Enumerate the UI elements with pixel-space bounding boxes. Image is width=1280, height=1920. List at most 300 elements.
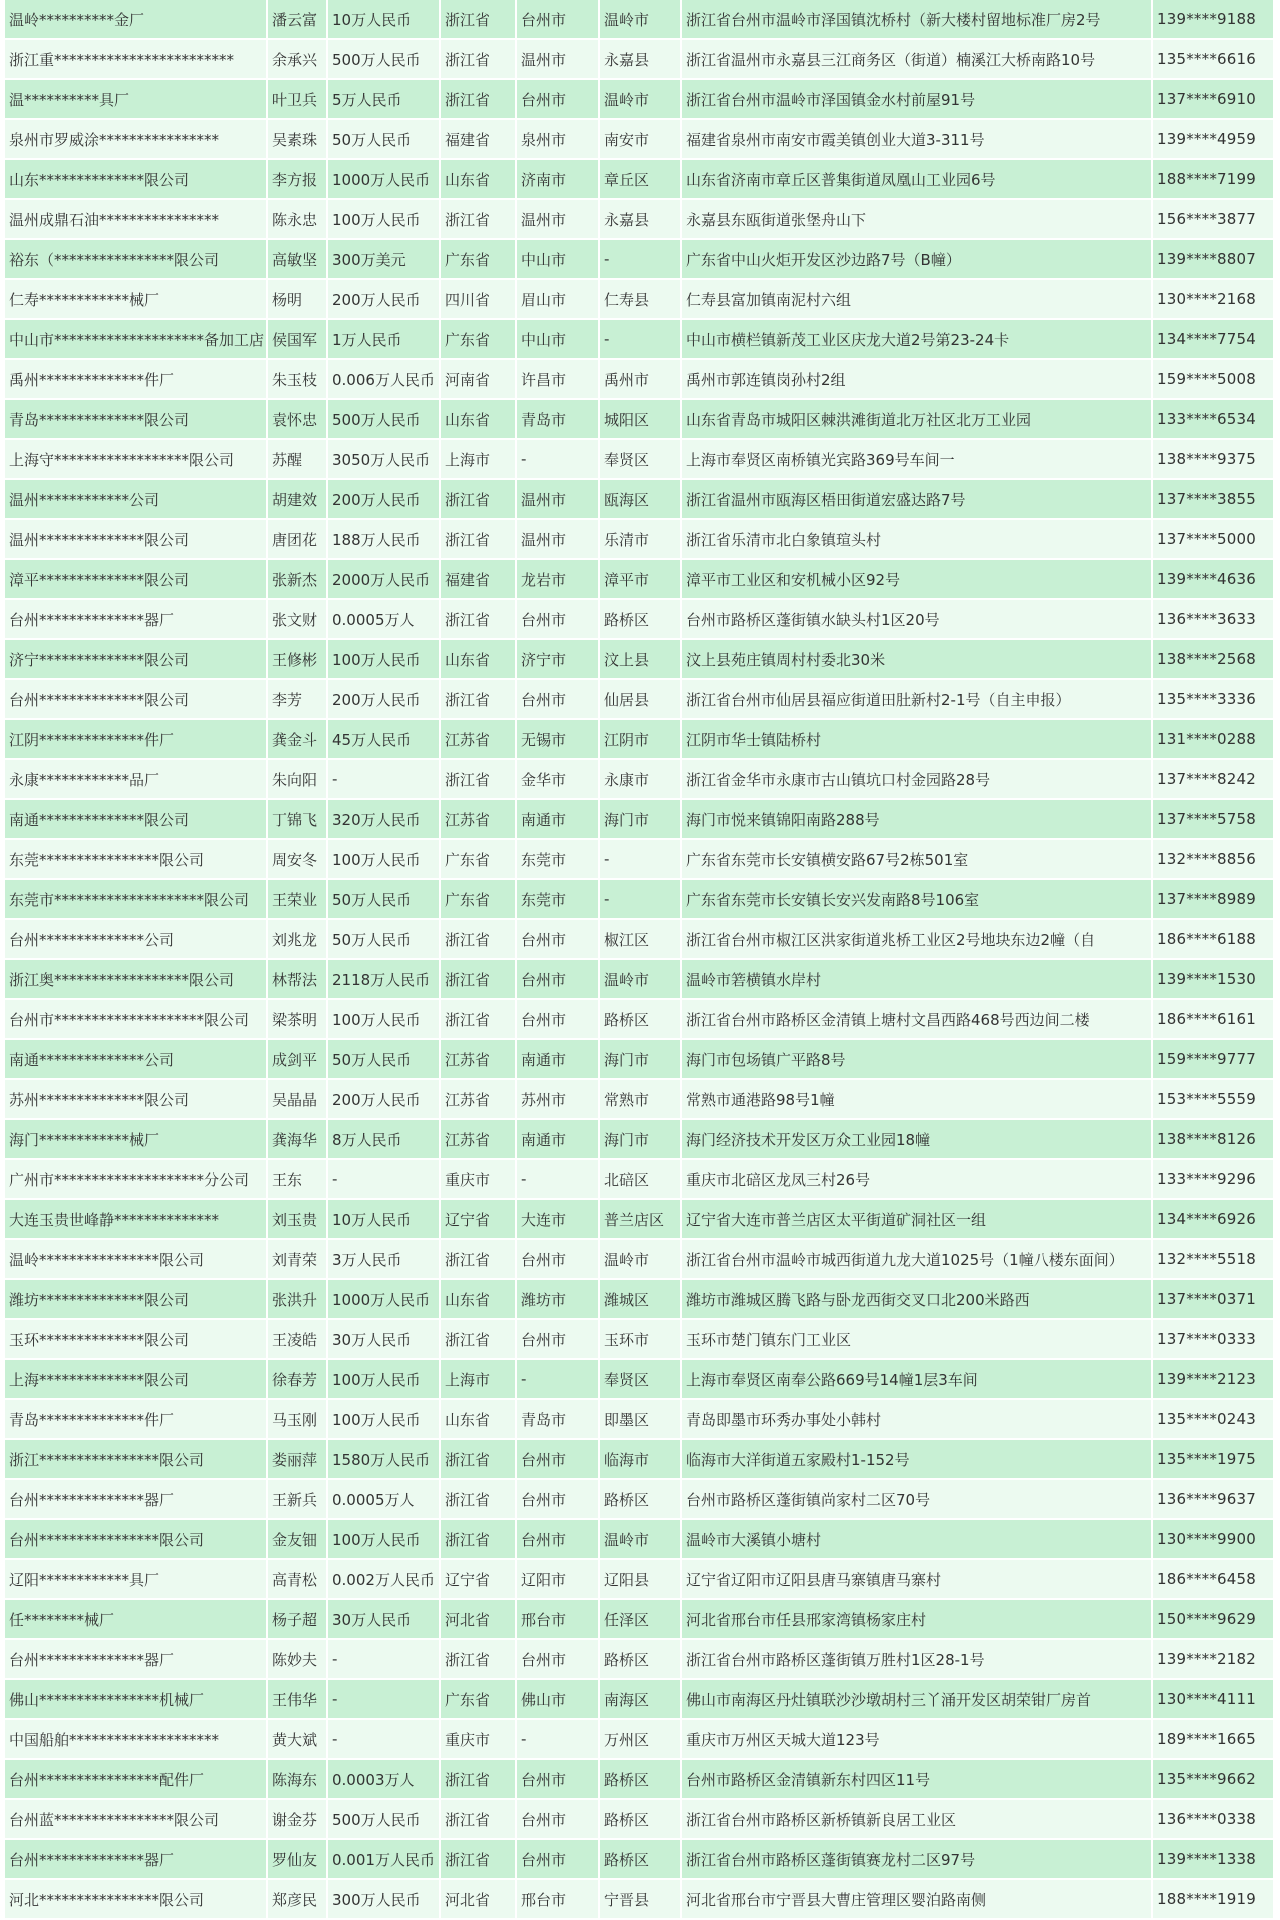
capital-cell: 500万人民币: [328, 40, 441, 80]
province-cell: 山东省: [441, 1280, 517, 1320]
table-row: [5, 1360, 1275, 1400]
company-name-cell: 大连玉贵世峰静**************: [5, 1200, 268, 1240]
district-cell: 禹州市: [600, 360, 682, 400]
district-cell: 椒江区: [600, 920, 682, 960]
legal-rep-cell: 杨明: [268, 280, 328, 320]
phone-cell: 186****6188: [1153, 920, 1275, 960]
legal-rep-cell: 朱玉枝: [268, 360, 328, 400]
province-cell: 浙江省: [441, 200, 517, 240]
district-cell: 温岭市: [600, 80, 682, 120]
table-row: [5, 1800, 1275, 1840]
province-cell: 四川省: [441, 280, 517, 320]
city-cell: 台州市: [517, 680, 600, 720]
address-cell: 潍坊市潍城区腾飞路与卧龙西街交叉口北200米路西: [682, 1280, 1153, 1320]
capital-cell: 2118万人民币: [328, 960, 441, 1000]
city-cell: 济南市: [517, 160, 600, 200]
province-cell: 浙江省: [441, 1520, 517, 1560]
table-row: [5, 1000, 1275, 1040]
capital-cell: -: [328, 1720, 441, 1760]
address-cell: 上海市奉贤区南桥镇光宾路369号车间一: [682, 440, 1153, 480]
table-row: [5, 1480, 1275, 1520]
city-cell: -: [517, 1160, 600, 1200]
province-cell: 福建省: [441, 120, 517, 160]
address-cell: 上海市奉贤区南奉公路669号14幢1层3车间: [682, 1360, 1153, 1400]
company-name-cell: 东莞市********************限公司: [5, 880, 268, 920]
city-cell: 温州市: [517, 40, 600, 80]
province-cell: 江苏省: [441, 1080, 517, 1120]
company-name-cell: 台州**************器厂: [5, 1640, 268, 1680]
legal-rep-cell: 陈永忠: [268, 200, 328, 240]
city-cell: 温州市: [517, 520, 600, 560]
company-name-cell: 温岭**********金厂: [5, 0, 268, 40]
city-cell: -: [517, 1360, 600, 1400]
company-name-cell: 中山市********************备加工店: [5, 320, 268, 360]
province-cell: 浙江省: [441, 680, 517, 720]
address-cell: 河北省邢台市任县邢家湾镇杨家庄村: [682, 1600, 1153, 1640]
district-cell: 路桥区: [600, 600, 682, 640]
address-cell: 江阴市华士镇陆桥村: [682, 720, 1153, 760]
table-row: [5, 1760, 1275, 1800]
district-cell: 汶上县: [600, 640, 682, 680]
district-cell: 乐清市: [600, 520, 682, 560]
phone-cell: 137****8242: [1153, 760, 1275, 800]
city-cell: 龙岩市: [517, 560, 600, 600]
company-name-cell: 浙江重************************: [5, 40, 268, 80]
legal-rep-cell: 高青松: [268, 1560, 328, 1600]
phone-cell: 135****0243: [1153, 1400, 1275, 1440]
phone-cell: 139****9188: [1153, 0, 1275, 40]
legal-rep-cell: 谢金芬: [268, 1800, 328, 1840]
city-cell: 大连市: [517, 1200, 600, 1240]
province-cell: 浙江省: [441, 520, 517, 560]
capital-cell: -: [328, 1680, 441, 1720]
address-cell: 临海市大洋街道五家殿村1-152号: [682, 1440, 1153, 1480]
district-cell: 北碚区: [600, 1160, 682, 1200]
company-name-cell: 台州**************器厂: [5, 1480, 268, 1520]
capital-cell: 1万人民币: [328, 320, 441, 360]
company-name-cell: 苏州**************限公司: [5, 1080, 268, 1120]
address-cell: 仁寿县富加镇南泥村六组: [682, 280, 1153, 320]
company-name-cell: 南通**************公司: [5, 1040, 268, 1080]
legal-rep-cell: 刘玉贵: [268, 1200, 328, 1240]
city-cell: 台州市: [517, 1760, 600, 1800]
company-name-cell: 山东**************限公司: [5, 160, 268, 200]
province-cell: 浙江省: [441, 1000, 517, 1040]
legal-rep-cell: 黄大斌: [268, 1720, 328, 1760]
capital-cell: 200万人民币: [328, 680, 441, 720]
phone-cell: 135****3336: [1153, 680, 1275, 720]
district-cell: 仁寿县: [600, 280, 682, 320]
table-row: [5, 600, 1275, 640]
capital-cell: 300万人民币: [328, 1880, 441, 1920]
table-row: [5, 1280, 1275, 1320]
address-cell: 温岭市大溪镇小塘村: [682, 1520, 1153, 1560]
city-cell: 南通市: [517, 800, 600, 840]
province-cell: 浙江省: [441, 760, 517, 800]
company-name-cell: 台州**************器厂: [5, 600, 268, 640]
legal-rep-cell: 娄丽萍: [268, 1440, 328, 1480]
table-row: [5, 520, 1275, 560]
legal-rep-cell: 龚金斗: [268, 720, 328, 760]
capital-cell: 3050万人民币: [328, 440, 441, 480]
province-cell: 浙江省: [441, 40, 517, 80]
district-cell: -: [600, 880, 682, 920]
legal-rep-cell: 苏醒: [268, 440, 328, 480]
table-row: [5, 1440, 1275, 1480]
district-cell: 辽阳县: [600, 1560, 682, 1600]
phone-cell: 139****8807: [1153, 240, 1275, 280]
province-cell: 浙江省: [441, 480, 517, 520]
legal-rep-cell: 丁锦飞: [268, 800, 328, 840]
city-cell: 苏州市: [517, 1080, 600, 1120]
province-cell: 山东省: [441, 1400, 517, 1440]
province-cell: 山东省: [441, 640, 517, 680]
company-name-cell: 漳平**************限公司: [5, 560, 268, 600]
table-row: [5, 1520, 1275, 1560]
table-row: [5, 880, 1275, 920]
legal-rep-cell: 马玉刚: [268, 1400, 328, 1440]
district-cell: 奉贤区: [600, 1360, 682, 1400]
city-cell: 温州市: [517, 200, 600, 240]
phone-cell: 133****9296: [1153, 1160, 1275, 1200]
legal-rep-cell: 高敏坚: [268, 240, 328, 280]
phone-cell: 139****2182: [1153, 1640, 1275, 1680]
company-name-cell: 温岭****************限公司: [5, 1240, 268, 1280]
city-cell: 东莞市: [517, 880, 600, 920]
legal-rep-cell: 王伟华: [268, 1680, 328, 1720]
province-cell: 浙江省: [441, 1240, 517, 1280]
legal-rep-cell: 郑彦民: [268, 1880, 328, 1920]
company-table: [5, 0, 1275, 1920]
legal-rep-cell: 吴晶晶: [268, 1080, 328, 1120]
table-row: [5, 760, 1275, 800]
capital-cell: 0.006万人民币: [328, 360, 441, 400]
district-cell: 瓯海区: [600, 480, 682, 520]
phone-cell: 137****8989: [1153, 880, 1275, 920]
company-name-cell: 任********械厂: [5, 1600, 268, 1640]
address-cell: 浙江省台州市温岭市城西街道九龙大道1025号（1幢八楼东面间）: [682, 1240, 1153, 1280]
company-name-cell: 潍坊**************限公司: [5, 1280, 268, 1320]
legal-rep-cell: 张洪升: [268, 1280, 328, 1320]
table-row: [5, 480, 1275, 520]
legal-rep-cell: 龚海华: [268, 1120, 328, 1160]
province-cell: 浙江省: [441, 1800, 517, 1840]
legal-rep-cell: 袁怀忠: [268, 400, 328, 440]
company-name-cell: 温州成鼎石油****************: [5, 200, 268, 240]
capital-cell: 2000万人民币: [328, 560, 441, 600]
district-cell: 玉环市: [600, 1320, 682, 1360]
address-cell: 漳平市工业区和安机械小区92号: [682, 560, 1153, 600]
company-name-cell: 台州**************器厂: [5, 1840, 268, 1880]
capital-cell: 100万人民币: [328, 640, 441, 680]
city-cell: 台州市: [517, 1440, 600, 1480]
address-cell: 青岛即墨市环秀办事处小韩村: [682, 1400, 1153, 1440]
address-cell: 浙江省台州市椒江区洪家街道兆桥工业区2号地块东边2幢（自: [682, 920, 1153, 960]
phone-cell: 135****1975: [1153, 1440, 1275, 1480]
address-cell: 常熟市通港路98号1幢: [682, 1080, 1153, 1120]
legal-rep-cell: 周安冬: [268, 840, 328, 880]
table-row: [5, 440, 1275, 480]
district-cell: 南海区: [600, 1680, 682, 1720]
company-name-cell: 温州************公司: [5, 480, 268, 520]
company-name-cell: 海门************械厂: [5, 1120, 268, 1160]
company-name-cell: 上海**************限公司: [5, 1360, 268, 1400]
capital-cell: 50万人民币: [328, 1040, 441, 1080]
district-cell: 南安市: [600, 120, 682, 160]
province-cell: 重庆市: [441, 1720, 517, 1760]
capital-cell: 100万人民币: [328, 1360, 441, 1400]
address-cell: 浙江省台州市仙居县福应街道田肚新村2-1号（自主申报）: [682, 680, 1153, 720]
province-cell: 广东省: [441, 320, 517, 360]
city-cell: 台州市: [517, 0, 600, 40]
capital-cell: 320万人民币: [328, 800, 441, 840]
district-cell: 路桥区: [600, 1640, 682, 1680]
legal-rep-cell: 唐团花: [268, 520, 328, 560]
phone-cell: 159****5008: [1153, 360, 1275, 400]
province-cell: 辽宁省: [441, 1560, 517, 1600]
phone-cell: 159****9777: [1153, 1040, 1275, 1080]
phone-cell: 139****4636: [1153, 560, 1275, 600]
table-row: [5, 800, 1275, 840]
address-cell: 浙江省金华市永康市古山镇坑口村金园路28号: [682, 760, 1153, 800]
district-cell: 路桥区: [600, 1480, 682, 1520]
capital-cell: 100万人民币: [328, 1400, 441, 1440]
city-cell: 台州市: [517, 1240, 600, 1280]
address-cell: 台州市路桥区蓬街镇尚家村二区70号: [682, 1480, 1153, 1520]
table-row: [5, 240, 1275, 280]
phone-cell: 138****9375: [1153, 440, 1275, 480]
address-cell: 广东省东莞市长安镇横安路67号2栋501室: [682, 840, 1153, 880]
capital-cell: 188万人民币: [328, 520, 441, 560]
address-cell: 海门市悦来镇锦阳南路288号: [682, 800, 1153, 840]
province-cell: 江苏省: [441, 720, 517, 760]
company-name-cell: 台州****************配件厂: [5, 1760, 268, 1800]
legal-rep-cell: 刘青荣: [268, 1240, 328, 1280]
district-cell: 温岭市: [600, 0, 682, 40]
province-cell: 辽宁省: [441, 1200, 517, 1240]
province-cell: 山东省: [441, 160, 517, 200]
phone-cell: 153****5559: [1153, 1080, 1275, 1120]
address-cell: 重庆市万州区天城大道123号: [682, 1720, 1153, 1760]
phone-cell: 131****0288: [1153, 720, 1275, 760]
legal-rep-cell: 杨子超: [268, 1600, 328, 1640]
phone-cell: 130****9900: [1153, 1520, 1275, 1560]
table-row: [5, 640, 1275, 680]
phone-cell: 186****6458: [1153, 1560, 1275, 1600]
capital-cell: 5万人民币: [328, 80, 441, 120]
district-cell: 江阴市: [600, 720, 682, 760]
capital-cell: 500万人民币: [328, 400, 441, 440]
city-cell: 邢台市: [517, 1880, 600, 1920]
legal-rep-cell: 潘云富: [268, 0, 328, 40]
province-cell: 广东省: [441, 240, 517, 280]
legal-rep-cell: 刘兆龙: [268, 920, 328, 960]
district-cell: 路桥区: [600, 1840, 682, 1880]
city-cell: 台州市: [517, 1840, 600, 1880]
district-cell: -: [600, 320, 682, 360]
legal-rep-cell: 王荣业: [268, 880, 328, 920]
table-row: [5, 1560, 1275, 1600]
company-name-cell: 济宁**************限公司: [5, 640, 268, 680]
address-cell: 汶上县苑庄镇周村村委北30米: [682, 640, 1153, 680]
phone-cell: 136****9637: [1153, 1480, 1275, 1520]
address-cell: 山东省济南市章丘区普集街道凤凰山工业园6号: [682, 160, 1153, 200]
legal-rep-cell: 成剑平: [268, 1040, 328, 1080]
province-cell: 广东省: [441, 840, 517, 880]
legal-rep-cell: 陈海东: [268, 1760, 328, 1800]
table-row: [5, 840, 1275, 880]
district-cell: 任泽区: [600, 1600, 682, 1640]
legal-rep-cell: 李方报: [268, 160, 328, 200]
city-cell: 东莞市: [517, 840, 600, 880]
table-row: [5, 200, 1275, 240]
legal-rep-cell: 梁茶明: [268, 1000, 328, 1040]
capital-cell: 50万人民币: [328, 120, 441, 160]
province-cell: 浙江省: [441, 0, 517, 40]
province-cell: 浙江省: [441, 960, 517, 1000]
legal-rep-cell: 李芳: [268, 680, 328, 720]
legal-rep-cell: 王东: [268, 1160, 328, 1200]
district-cell: 章丘区: [600, 160, 682, 200]
phone-cell: 138****2568: [1153, 640, 1275, 680]
capital-cell: 8万人民币: [328, 1120, 441, 1160]
phone-cell: 138****8126: [1153, 1120, 1275, 1160]
city-cell: 济宁市: [517, 640, 600, 680]
district-cell: 宁晋县: [600, 1880, 682, 1920]
address-cell: 辽宁省辽阳市辽阳县唐马寨镇唐马寨村: [682, 1560, 1153, 1600]
company-name-cell: 青岛**************件厂: [5, 1400, 268, 1440]
city-cell: 台州市: [517, 960, 600, 1000]
district-cell: 温岭市: [600, 960, 682, 1000]
company-name-cell: 南通**************限公司: [5, 800, 268, 840]
phone-cell: 139****1338: [1153, 1840, 1275, 1880]
capital-cell: 1000万人民币: [328, 160, 441, 200]
phone-cell: 137****5000: [1153, 520, 1275, 560]
district-cell: 漳平市: [600, 560, 682, 600]
table-row: [5, 1880, 1275, 1920]
table-row: [5, 40, 1275, 80]
table-row: [5, 120, 1275, 160]
legal-rep-cell: 王凌皓: [268, 1320, 328, 1360]
province-cell: 河南省: [441, 360, 517, 400]
district-cell: 温岭市: [600, 1520, 682, 1560]
province-cell: 广东省: [441, 1680, 517, 1720]
company-name-cell: 台州**************公司: [5, 920, 268, 960]
address-cell: 禹州市郭连镇岗孙村2组: [682, 360, 1153, 400]
district-cell: 常熟市: [600, 1080, 682, 1120]
city-cell: 眉山市: [517, 280, 600, 320]
address-cell: 浙江省台州市路桥区蓬街镇赛龙村二区97号: [682, 1840, 1153, 1880]
phone-cell: 137****5758: [1153, 800, 1275, 840]
phone-cell: 150****9629: [1153, 1600, 1275, 1640]
phone-cell: 134****7754: [1153, 320, 1275, 360]
table-row: [5, 1320, 1275, 1360]
city-cell: 温州市: [517, 480, 600, 520]
address-cell: 永嘉县东瓯街道张堡舟山下: [682, 200, 1153, 240]
company-name-cell: 浙江奥******************限公司: [5, 960, 268, 1000]
company-name-cell: 泉州市罗威涂****************: [5, 120, 268, 160]
legal-rep-cell: 陈妙夫: [268, 1640, 328, 1680]
company-name-cell: 河北****************限公司: [5, 1880, 268, 1920]
province-cell: 山东省: [441, 400, 517, 440]
legal-rep-cell: 王修彬: [268, 640, 328, 680]
district-cell: 永康市: [600, 760, 682, 800]
company-table-body: [5, 0, 1275, 1920]
district-cell: 普兰店区: [600, 1200, 682, 1240]
capital-cell: 45万人民币: [328, 720, 441, 760]
company-name-cell: 台州**************限公司: [5, 680, 268, 720]
city-cell: 台州市: [517, 1800, 600, 1840]
legal-rep-cell: 罗仙友: [268, 1840, 328, 1880]
legal-rep-cell: 叶卫兵: [268, 80, 328, 120]
legal-rep-cell: 朱向阳: [268, 760, 328, 800]
capital-cell: 1580万人民币: [328, 1440, 441, 1480]
company-name-cell: 江阴**************件厂: [5, 720, 268, 760]
table-row: [5, 1400, 1275, 1440]
address-cell: 海门经济技术开发区万众工业园18幢: [682, 1120, 1153, 1160]
phone-cell: 188****7199: [1153, 160, 1275, 200]
table-row: [5, 280, 1275, 320]
address-cell: 中山市横栏镇新茂工业区庆龙大道2号第23-24卡: [682, 320, 1153, 360]
capital-cell: 30万人民币: [328, 1600, 441, 1640]
table-row: [5, 560, 1275, 600]
phone-cell: 137****3855: [1153, 480, 1275, 520]
phone-cell: 137****0333: [1153, 1320, 1275, 1360]
capital-cell: 300万美元: [328, 240, 441, 280]
capital-cell: 500万人民币: [328, 1800, 441, 1840]
capital-cell: 50万人民币: [328, 880, 441, 920]
capital-cell: 0.0005万人: [328, 600, 441, 640]
city-cell: 中山市: [517, 320, 600, 360]
capital-cell: 200万人民币: [328, 480, 441, 520]
company-name-cell: 玉环**************限公司: [5, 1320, 268, 1360]
company-name-cell: 温州**************限公司: [5, 520, 268, 560]
table-row: [5, 720, 1275, 760]
district-cell: 海门市: [600, 800, 682, 840]
district-cell: 万州区: [600, 1720, 682, 1760]
province-cell: 上海市: [441, 440, 517, 480]
table-row: [5, 0, 1275, 40]
address-cell: 山东省青岛市城阳区棘洪滩街道北万社区北万工业园: [682, 400, 1153, 440]
legal-rep-cell: 金友钿: [268, 1520, 328, 1560]
address-cell: 浙江省台州市路桥区金清镇上塘村文昌西路468号西边间二楼: [682, 1000, 1153, 1040]
phone-cell: 188****1919: [1153, 1880, 1275, 1920]
capital-cell: 0.001万人民币: [328, 1840, 441, 1880]
company-name-cell: 中国船舶********************: [5, 1720, 268, 1760]
address-cell: 浙江省台州市路桥区新桥镇新良居工业区: [682, 1800, 1153, 1840]
address-cell: 辽宁省大连市普兰店区太平街道矿洞社区一组: [682, 1200, 1153, 1240]
province-cell: 浙江省: [441, 1480, 517, 1520]
address-cell: 台州市路桥区蓬街镇水缺头村1区20号: [682, 600, 1153, 640]
phone-cell: 135****6616: [1153, 40, 1275, 80]
city-cell: 台州市: [517, 600, 600, 640]
address-cell: 浙江省台州市温岭市泽国镇沈桥村（新大楼村留地标准厂房2号: [682, 0, 1153, 40]
table-row: [5, 1680, 1275, 1720]
legal-rep-cell: 林帮法: [268, 960, 328, 1000]
phone-cell: 139****1530: [1153, 960, 1275, 1000]
city-cell: 台州市: [517, 920, 600, 960]
legal-rep-cell: 吴素珠: [268, 120, 328, 160]
district-cell: 仙居县: [600, 680, 682, 720]
capital-cell: -: [328, 1160, 441, 1200]
company-name-cell: 广州市********************分公司: [5, 1160, 268, 1200]
city-cell: 辽阳市: [517, 1560, 600, 1600]
table-row: [5, 1120, 1275, 1160]
address-cell: 福建省泉州市南安市霞美镇创业大道3-311号: [682, 120, 1153, 160]
city-cell: 金华市: [517, 760, 600, 800]
capital-cell: 200万人民币: [328, 1080, 441, 1120]
table-row: [5, 960, 1275, 1000]
